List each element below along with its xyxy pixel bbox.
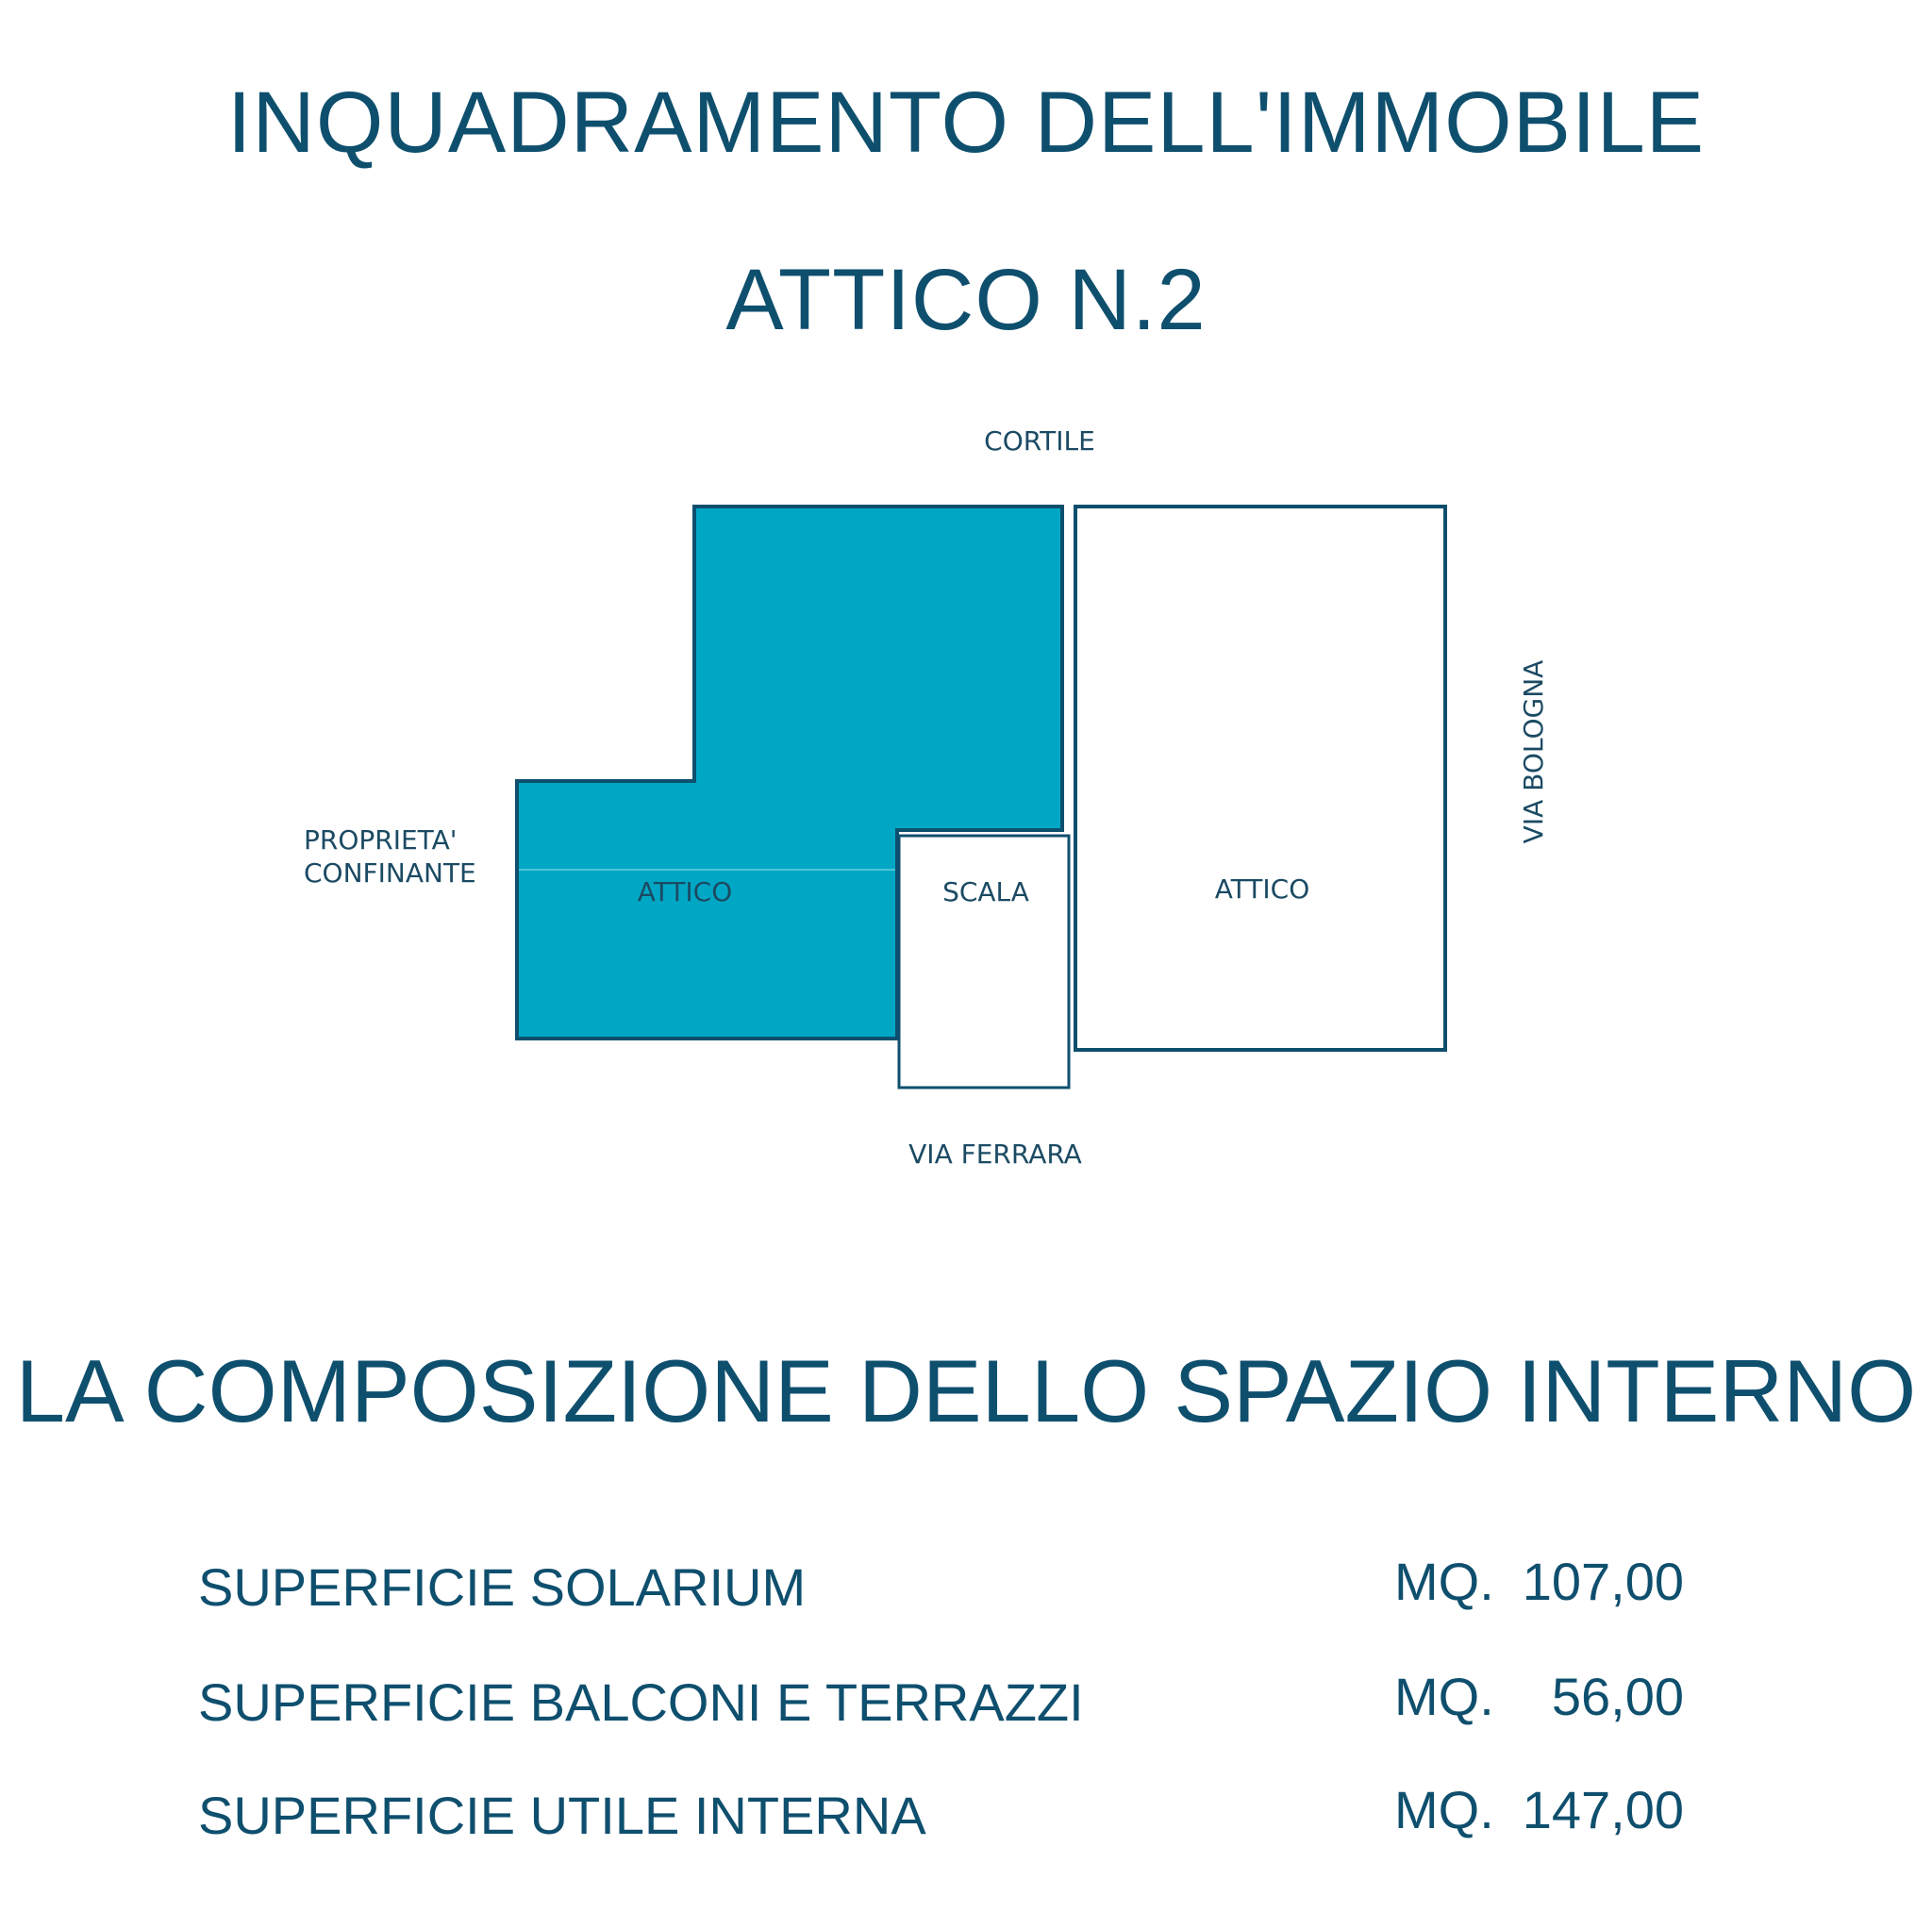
area-row-balconi-terrazzi — [198, 1667, 1689, 1736]
section-title: LA COMPOSIZIONE DELLO SPAZIO INTERNO — [15, 1341, 1917, 1440]
attico-other-shape — [1075, 507, 1445, 1050]
area-label: SUPERFICIE SOLARIUM — [198, 1557, 807, 1617]
room-label-scala: SCALA — [942, 876, 1029, 907]
scala-shape — [899, 836, 1069, 1088]
room-label-attico-other: ATTICO — [1214, 873, 1310, 905]
orientation-north-label: CORTILE — [984, 425, 1095, 457]
area-row-utile-interna — [198, 1780, 1689, 1849]
area-label: SUPERFICIE BALCONI E TERRAZZI — [198, 1672, 1084, 1732]
area-unit: MQ. — [1394, 1780, 1494, 1839]
area-unit: MQ. — [1394, 1552, 1494, 1611]
orientation-south-label: VIA FERRARA — [908, 1139, 1082, 1170]
orientation-east-label: VIA BOLOGNA — [1518, 659, 1549, 844]
orientation-west-label-line1: PROPRIETA' — [304, 824, 458, 856]
area-value: 56,00 — [1551, 1667, 1684, 1726]
orientation-west-label-line2: CONFINANTE — [304, 857, 476, 889]
room-label-attico-highlighted: ATTICO — [637, 876, 733, 907]
area-value: 147,00 — [1522, 1780, 1684, 1839]
page-subtitle: ATTICO N.2 — [725, 252, 1207, 348]
area-row-solarium — [198, 1552, 1689, 1621]
page-title: INQUADRAMENTO DELL'IMMOBILE — [226, 75, 1706, 171]
area-unit: MQ. — [1394, 1667, 1494, 1726]
area-label: SUPERFICIE UTILE INTERNA — [198, 1786, 926, 1845]
area-value: 107,00 — [1522, 1552, 1684, 1611]
